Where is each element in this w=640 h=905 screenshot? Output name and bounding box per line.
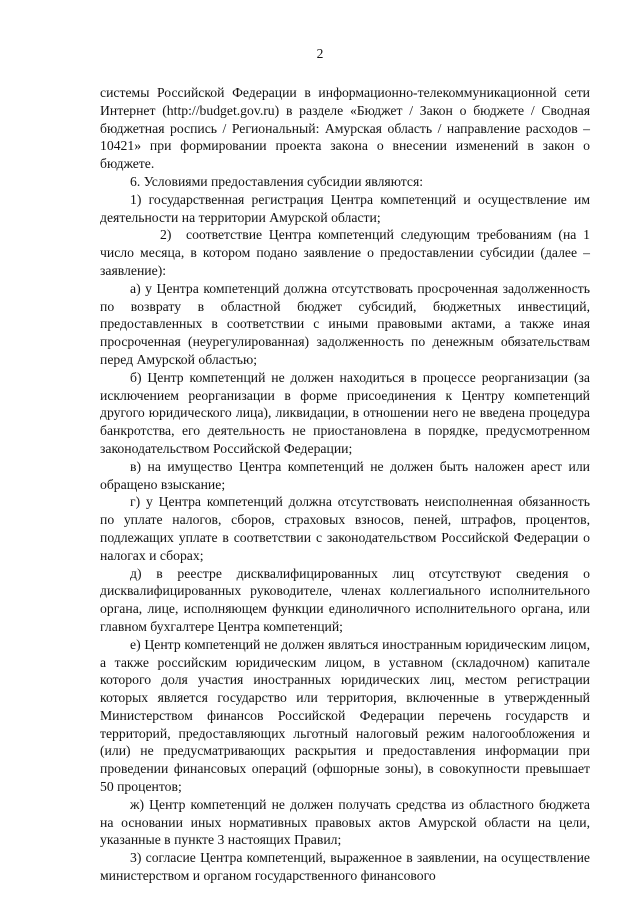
- page-number: 2: [316, 46, 324, 61]
- paragraph-item-a-debt: а) у Центра компетенций должна отсутствовать просроченная задолженность по возврату в областной бюджет субсидий, бюджетных инвестиций, предоставленных в соответствии с иными правовыми актами, а также иная просроченная (неурегулированная) задолженность по денежным обязательствам перед Амурской областью;: [100, 280, 590, 367]
- document-body: [100, 84, 590, 885]
- paragraph-item-zh-funds: ж) Центр компетенций не должен получать средства из областного бюджета на основании иных нормативных правовых актов Амурской области на цели, указанные в пункте 3 настоящих Правил;: [100, 796, 590, 848]
- paragraph-item-g-taxes: г) у Центра компетенций должна отсутствовать неисполненная обязанность по уплате налогов, сборов, страховых взносов, пеней, штрафов, процентов, подлежащих уплате в соответствии с законодательством Российской Федерации о налогах и сборах;: [100, 494, 590, 563]
- paragraph-item-e-foreign: е) Центр компетенций не должен являться иностранным юридическим лицом, а также российским юридическим лицом, в уставном (складочном) капитале которого доля участия иностранных юридических лиц, местом регистрации которых является государство или территория, включенные в утвержденный Министерством финансов Российской Федерации перечень государств и территорий, предоставляющих льготный налоговый режим налогообложения и (или) не предусматривающих раскрытия и предоставления информации при проведении финансовых операций (офшорные зоны), в совокупности превышает 50 процентов;: [100, 636, 590, 795]
- item-2-text: соответствие Центра компетенций следующим требованиям (на 1 число месяца, в котором подано заявление о предоставлении субсидии (далее – заявление):: [100, 227, 590, 278]
- paragraph-item-2-requirements: [100, 226, 590, 279]
- paragraph-item-b-reorganization: б) Центр компетенций не должен находиться в процессе реорганизации (за исключением реорганизации в форме присоединения к Центру компетенций другого юридического лица), ликвидации, в отношении него не введена процедура банкротства, его деятельность не приостановлена в порядке, предусмотренном законодательством Российской Федерации;: [100, 369, 590, 456]
- paragraph-item-1-registration: 1) государственная регистрация Центра компетенций и осуществление им деятельности на территории Амурской области;: [100, 191, 590, 225]
- paragraph-item-3-consent: 3) согласие Центра компетенций, выраженное в заявлении, на осуществление министерством и органом государственного финансового: [100, 850, 590, 884]
- paragraph-section-6-heading: 6. Условиями предоставления субсидии являются:: [130, 173, 424, 189]
- paragraph-item-v-arrest: в) на имущество Центра компетенций не должен быть наложен арест или обращено взыскание;: [100, 458, 590, 492]
- paragraph-budget-portal: системы Российской Федерации в информационно-телекоммуникационной сети Интернет (http://budget.gov.ru) в разделе «Бюджет / Закон о бюджете / Сводная бюджетная роспись / Региональный: Амурская область / направление расходов – 10421» при формировании проекта закона о внесении изменений в закон о бюджете.: [100, 85, 590, 172]
- item-2-number: 2): [160, 227, 172, 243]
- paragraph-item-d-disqualified: д) в реестре дисквалифицированных лиц отсутствуют сведения о дисквалифицированных руководителе, членах коллегиального исполнительного органа, лице, исполняющем функции единоличного исполнительного органа, или главном бухгалтере Центра компетенций;: [100, 565, 590, 634]
